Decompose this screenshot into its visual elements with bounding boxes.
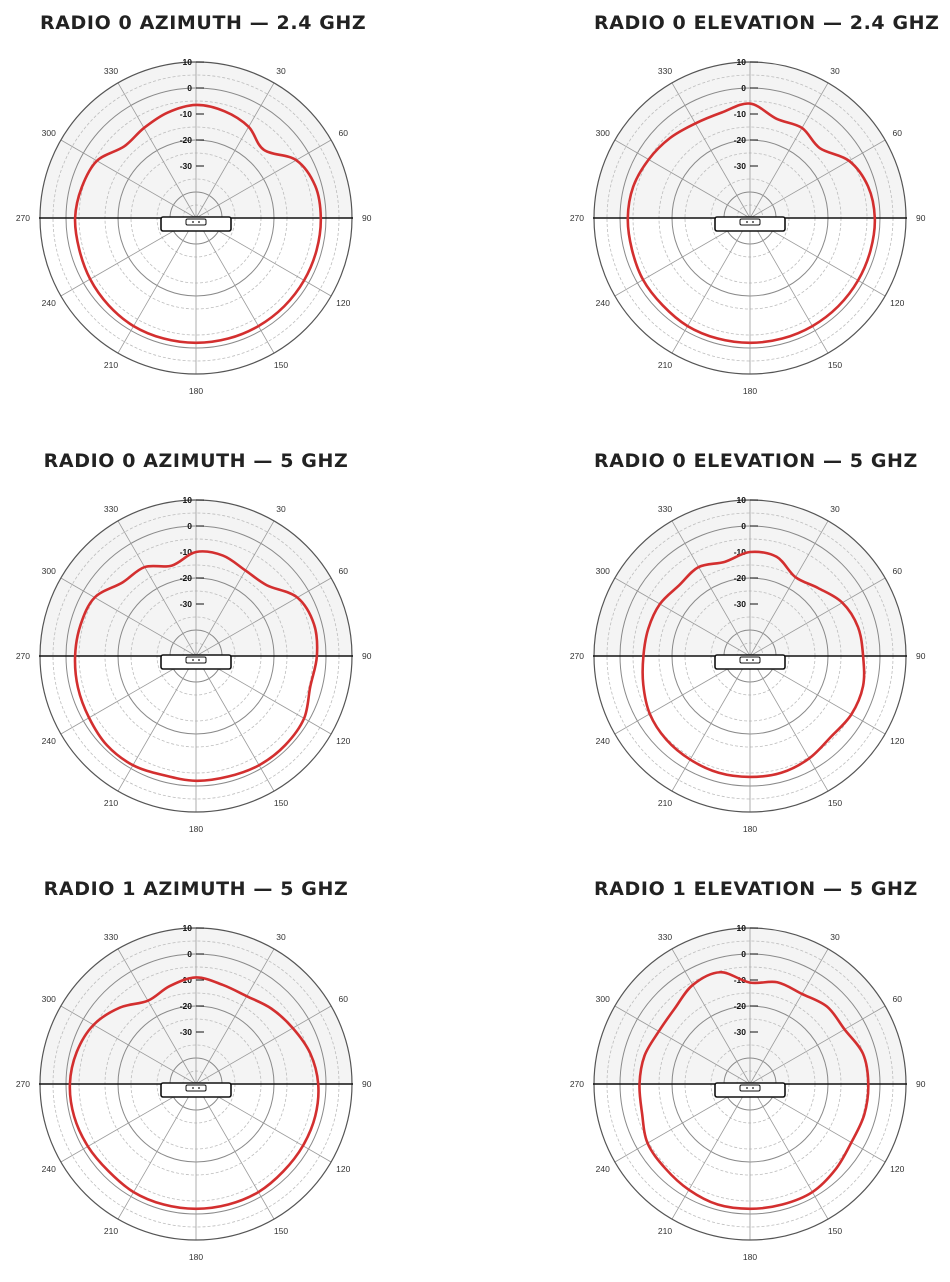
device-connector — [740, 219, 760, 225]
device-led — [746, 221, 748, 223]
angle-label: 300 — [595, 994, 610, 1004]
angle-label: 210 — [657, 360, 673, 371]
ring-tick-label: -20 — [179, 573, 192, 583]
angle-label: 120 — [890, 298, 905, 308]
angle-label: 240 — [595, 298, 610, 308]
angle-label: 270 — [15, 1079, 30, 1089]
angle-label: 60 — [892, 994, 902, 1004]
spoke-line — [118, 656, 196, 791]
device-led — [746, 659, 748, 661]
polar-panel-radio0-azimuth-5 — [15, 448, 372, 848]
ring-tick-label: -30 — [733, 599, 746, 609]
angle-label: 180 — [188, 386, 204, 396]
ring-tick-label: -30 — [733, 161, 746, 171]
angle-label: 90 — [362, 651, 372, 661]
device-led — [746, 1087, 748, 1089]
device-connector — [740, 1085, 760, 1091]
angle-label: 270 — [15, 213, 30, 223]
angle-label: 30 — [276, 65, 286, 76]
spoke-line — [750, 218, 828, 353]
angle-label: 210 — [657, 1226, 673, 1237]
ring-tick-label: 0 — [741, 949, 746, 959]
ring-tick-label: -10 — [733, 975, 746, 985]
polar-chart — [15, 50, 372, 410]
angle-label: 120 — [336, 1164, 351, 1174]
angle-label: 330 — [103, 931, 119, 942]
angle-label: 210 — [103, 1226, 119, 1237]
ring-tick-label: 0 — [741, 83, 746, 93]
angle-label: 300 — [41, 566, 56, 576]
device-connector — [186, 219, 206, 225]
polar-panel-radio0-elevation-5 — [569, 448, 926, 848]
ring-tick-label: 0 — [187, 521, 192, 531]
device-led — [198, 1087, 200, 1089]
ring-tick-label: -20 — [179, 1001, 192, 1011]
device-led — [192, 221, 194, 223]
angle-label: 150 — [273, 360, 289, 371]
ring-tick-label: 0 — [741, 521, 746, 531]
polar-panel-radio1-elevation-5 — [569, 876, 926, 1276]
chart-title: RADIO 1 AZIMUTH — 5 GHZ — [43, 878, 349, 900]
angle-label: 150 — [827, 798, 843, 809]
angle-label: 30 — [276, 503, 286, 514]
device-led — [752, 1087, 754, 1089]
ring-tick-label: -20 — [733, 1001, 746, 1011]
angle-label: 240 — [595, 736, 610, 746]
polar-panel-radio0-elevation-24 — [569, 10, 940, 410]
spoke-line — [196, 656, 274, 791]
device-connector — [186, 657, 206, 663]
angle-label: 180 — [742, 386, 758, 396]
device-led — [198, 221, 200, 223]
ring-tick-label: -10 — [179, 547, 192, 557]
device-led — [752, 659, 754, 661]
angle-label: 210 — [657, 798, 673, 809]
angle-label: 90 — [362, 1079, 372, 1089]
device-led — [192, 659, 194, 661]
ring-tick-label: 0 — [187, 949, 192, 959]
polar-chart — [15, 488, 372, 848]
ring-tick-label: -30 — [179, 599, 192, 609]
angle-label: 270 — [15, 651, 30, 661]
device-led — [198, 659, 200, 661]
spoke-line — [196, 218, 274, 353]
angle-label: 330 — [103, 65, 119, 76]
polar-chart — [569, 50, 926, 410]
angle-label: 90 — [362, 213, 372, 223]
polar-panel-radio0-azimuth-24 — [15, 10, 372, 410]
ring-tick-label: -10 — [179, 109, 192, 119]
angle-label: 210 — [103, 360, 119, 371]
angle-label: 30 — [830, 65, 840, 76]
ring-tick-label: -20 — [179, 135, 192, 145]
angle-label: 300 — [595, 566, 610, 576]
angle-label: 30 — [830, 931, 840, 942]
angle-label: 330 — [103, 503, 119, 514]
angle-label: 120 — [890, 736, 905, 746]
angle-label: 90 — [916, 1079, 926, 1089]
angle-label: 300 — [41, 128, 56, 138]
angle-label: 240 — [41, 298, 56, 308]
polar-chart — [569, 916, 926, 1276]
ring-tick-label: -10 — [179, 975, 192, 985]
angle-label: 300 — [595, 128, 610, 138]
ring-tick-label: -20 — [733, 573, 746, 583]
angle-label: 240 — [595, 1164, 610, 1174]
angle-label: 60 — [338, 994, 348, 1004]
polar-chart — [15, 916, 372, 1276]
device-connector — [740, 657, 760, 663]
angle-label: 270 — [569, 651, 584, 661]
angle-label: 30 — [276, 931, 286, 942]
angle-label: 60 — [892, 566, 902, 576]
chart-title: RADIO 0 AZIMUTH — 2.4 GHZ — [40, 12, 367, 34]
angle-label: 240 — [41, 736, 56, 746]
spoke-line — [672, 1084, 750, 1219]
angle-label: 60 — [338, 566, 348, 576]
angle-label: 150 — [827, 1226, 843, 1237]
angle-label: 150 — [273, 1226, 289, 1237]
spoke-line — [750, 1084, 828, 1219]
chart-title: RADIO 0 AZIMUTH — 5 GHZ — [43, 450, 349, 472]
angle-label: 90 — [916, 213, 926, 223]
ring-tick-label: 10 — [182, 923, 192, 933]
spoke-line — [672, 218, 750, 353]
angle-label: 120 — [890, 1164, 905, 1174]
ring-tick-label: -10 — [733, 547, 746, 557]
angle-label: 30 — [830, 503, 840, 514]
angle-label: 330 — [657, 931, 673, 942]
angle-label: 210 — [103, 798, 119, 809]
chart-title: RADIO 0 ELEVATION — 5 GHZ — [594, 450, 918, 472]
polar-chart — [569, 488, 926, 848]
angle-label: 180 — [188, 824, 204, 834]
spoke-line — [118, 1084, 196, 1219]
ring-tick-label: 10 — [736, 495, 746, 505]
angle-label: 330 — [657, 65, 673, 76]
angle-label: 120 — [336, 736, 351, 746]
angle-label: 300 — [41, 994, 56, 1004]
angle-label: 270 — [569, 213, 584, 223]
device-connector — [186, 1085, 206, 1091]
angle-label: 60 — [892, 128, 902, 138]
ring-tick-label: -30 — [179, 1027, 192, 1037]
angle-label: 120 — [336, 298, 351, 308]
angle-label: 150 — [827, 360, 843, 371]
angle-label: 180 — [742, 824, 758, 834]
angle-label: 60 — [338, 128, 348, 138]
ring-tick-label: 10 — [736, 923, 746, 933]
angle-label: 240 — [41, 1164, 56, 1174]
ring-tick-label: 10 — [182, 495, 192, 505]
ring-tick-label: -20 — [733, 135, 746, 145]
angle-label: 90 — [916, 651, 926, 661]
polar-panel-radio1-azimuth-5 — [15, 876, 372, 1276]
ring-tick-label: 10 — [182, 57, 192, 67]
device-led — [192, 1087, 194, 1089]
device-led — [752, 221, 754, 223]
chart-title: RADIO 1 ELEVATION — 5 GHZ — [594, 878, 918, 900]
spoke-line — [118, 218, 196, 353]
angle-label: 180 — [742, 1252, 758, 1262]
angle-label: 150 — [273, 798, 289, 809]
ring-tick-label: -30 — [179, 161, 192, 171]
ring-tick-label: 10 — [736, 57, 746, 67]
angle-label: 180 — [188, 1252, 204, 1262]
chart-title: RADIO 0 ELEVATION — 2.4 GHZ — [594, 12, 940, 34]
spoke-line — [196, 1084, 274, 1219]
ring-tick-label: 0 — [187, 83, 192, 93]
ring-tick-label: -30 — [733, 1027, 746, 1037]
angle-label: 330 — [657, 503, 673, 514]
ring-tick-label: -10 — [733, 109, 746, 119]
angle-label: 270 — [569, 1079, 584, 1089]
